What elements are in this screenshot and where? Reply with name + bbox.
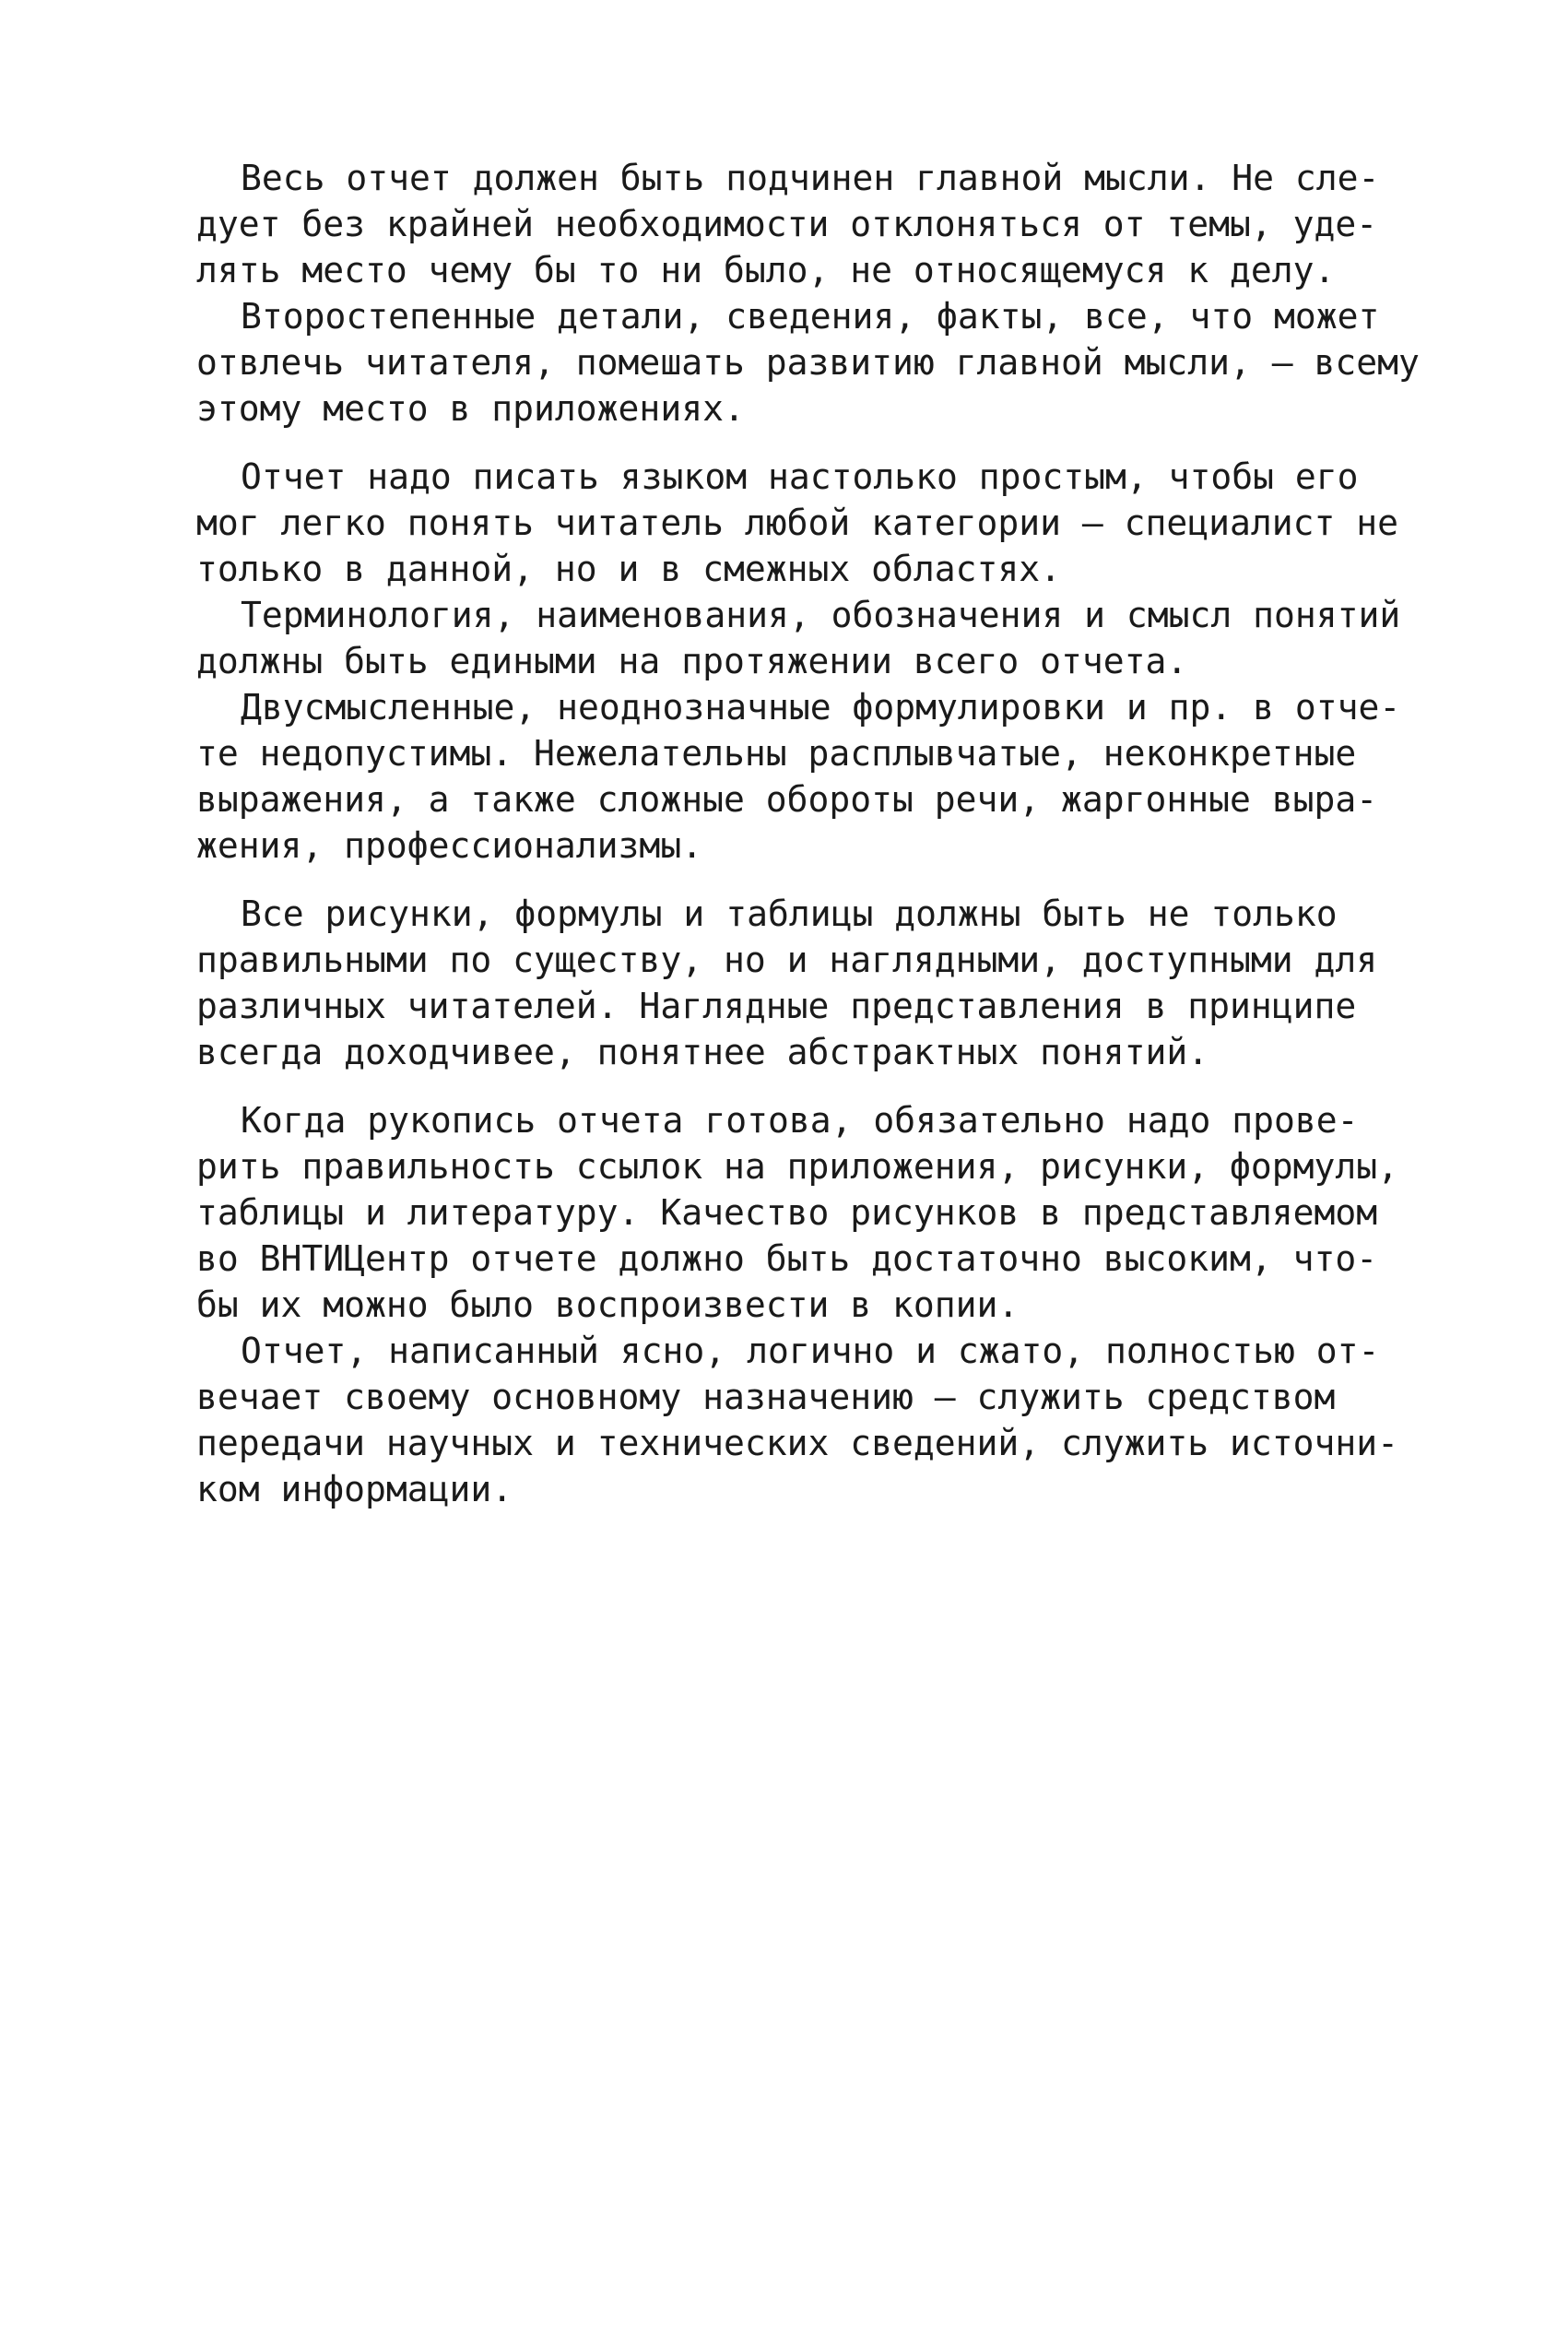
text-line: Двусмысленные, неоднозначные формулировки и пр. в отче- [241,687,1401,728]
text-line: Второстепенные детали, сведения, факты, все, что может [241,296,1380,337]
text-line: лять место чему бы то ни было, не относящемуся к делу. [196,250,1336,290]
text-line: должны быть едиными на протяжении всего отчета. [196,641,1188,681]
text-line: выражения, а также сложные обороты речи, жаргонные выра- [196,779,1378,820]
text-line: всегда доходчивее, понятнее абстрактных понятий. [196,1032,1209,1072]
text-line: те недопустимы. Нежелательны расплывчатые, неконкретные [196,733,1357,774]
paragraph [196,592,1450,684]
body-text [196,155,1450,1512]
text-line: таблицы и литературу. Качество рисунков в представляемом [196,1192,1378,1233]
text-line: Весь отчет должен быть подчинен главной мысли. Не сле- [241,158,1380,198]
text-line: мог легко понять читатель любой категории – специалист не [196,503,1399,543]
text-line: Когда рукопись отчета готова, обязательно надо прове- [241,1100,1359,1141]
paragraph [196,1097,1450,1328]
text-line: только в данной, но и в смежных областях. [196,549,1061,589]
text-line: во ВНТИЦентр отчете должно быть достаточно высоким, что- [196,1238,1378,1279]
text-line: бы их можно было воспроизвести в копии. [196,1284,1020,1325]
text-line: рить правильность ссылок на приложения, рисунки, формулы, [196,1146,1399,1187]
paragraph [196,1328,1450,1512]
paragraph [196,891,1450,1075]
text-line: жения, профессионализмы. [196,825,703,866]
text-line: этому место в приложениях. [196,388,745,429]
paragraph [196,155,1450,293]
text-line: Отчет надо писать языком настолько простым, чтобы его [241,456,1359,497]
paragraph [196,454,1450,592]
text-line: отвлечь читателя, помешать развитию главной мысли, – всему [196,342,1420,383]
text-line: вечает своему основному назначению – служить средством [196,1377,1336,1417]
text-line: Отчет, написанный ясно, логично и сжато, полностью от- [241,1331,1380,1371]
paragraph [196,293,1450,432]
text-line: ком информации. [196,1469,513,1509]
text-line: Терминология, наименования, обозначения и смысл понятий [241,595,1401,635]
text-line: дует без крайней необходимости отклоняться от темы, уде- [196,204,1378,244]
paragraph [196,684,1450,869]
text-line: различных читателей. Наглядные представления в принципе [196,986,1357,1026]
text-line: Все рисунки, формулы и таблицы должны быть не только [241,893,1338,934]
text-line: передачи научных и технических сведений, служить источни- [196,1423,1399,1463]
text-line: правильными по существу, но и наглядными, доступными для [196,940,1378,980]
